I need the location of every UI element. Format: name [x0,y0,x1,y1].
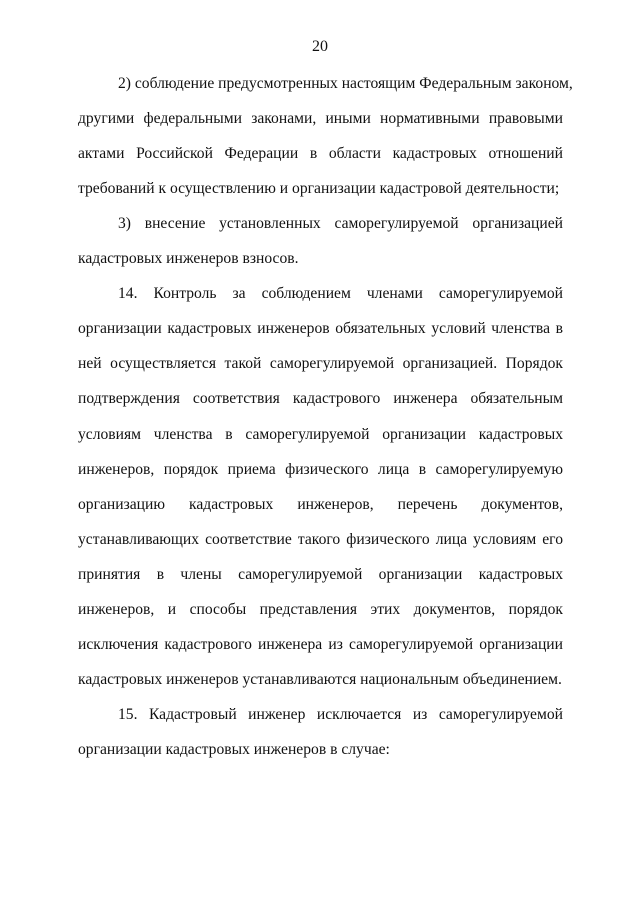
text-line: 15. Кадастровый инженер исключается из саморегулируемой [118,705,563,723]
text-line: организацию кадастровых инженеров, перечень документов, [78,495,563,513]
text-line: актами Российской Федерации в области кадастровых отношений [78,145,563,163]
text-line: условиям членства в саморегулируемой организации кадастровых [78,425,563,443]
page-number: 20 [312,38,328,55]
text-line: 3) внесение установленных саморегулируемой организацией [118,215,563,233]
text-line: ней осуществляется такой саморегулируемой организацией. Порядок [78,355,563,373]
text-line: требований к осуществлению и организации кадастровой деятельности; [78,180,560,198]
text-line: организации кадастровых инженеров обязательных условий членства в [78,320,563,338]
text-line: принятия в члены саморегулируемой организации кадастровых [78,565,563,583]
text-line: кадастровых инженеров взносов. [78,250,299,268]
text-line: 2) соблюдение предусмотренных настоящим Федеральным законом, [118,75,573,92]
text-line: исключения кадастрового инженера из саморегулируемой организации [78,635,563,653]
text-line: устанавливающих соответствие такого физического лица условиям его [78,530,563,548]
text-line: подтверждения соответствия кадастрового инженера обязательным [78,390,563,408]
text-line: 14. Контроль за соблюдением членами саморегулируемой [118,285,563,303]
text-line: кадастровых инженеров устанавливаются национальным объединением. [78,670,562,688]
text-line: инженеров, и способы представления этих документов, порядок [78,600,563,618]
text-line: организации кадастровых инженеров в случае: [78,740,390,758]
text-line: другими федеральными законами, иными нормативными правовыми [78,110,563,128]
text-line: инженеров, порядок приема физического лица в саморегулируемую [78,460,563,478]
